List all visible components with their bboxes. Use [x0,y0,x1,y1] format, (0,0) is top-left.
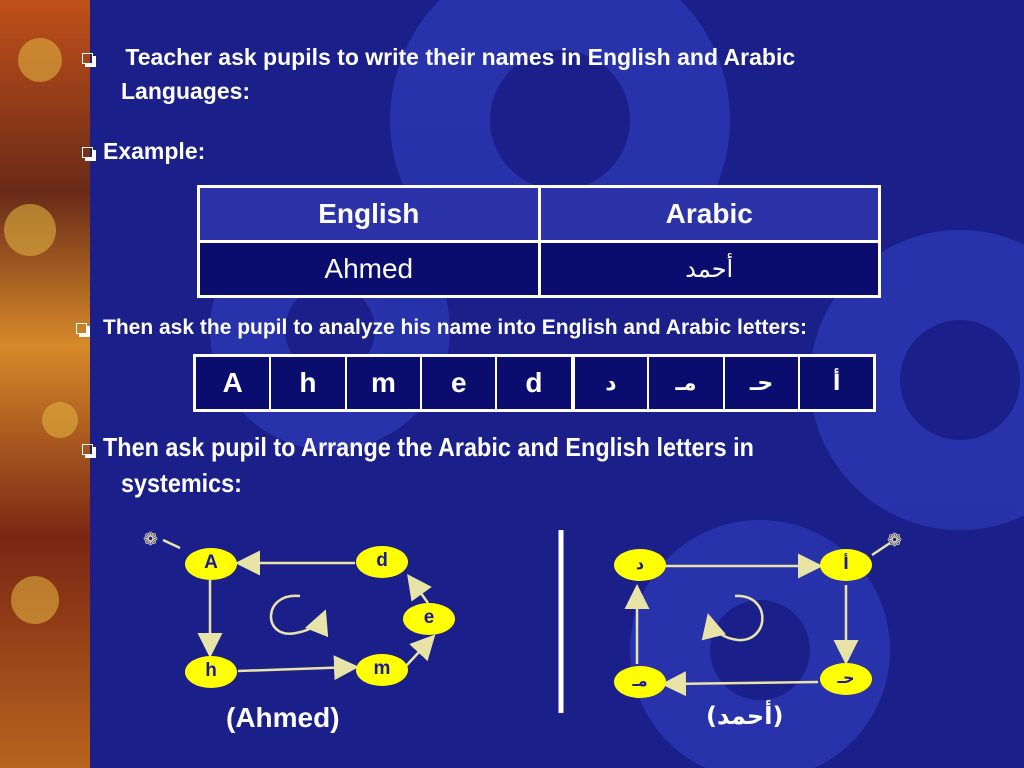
arrow-h-to-m [238,667,354,671]
node-A: A [185,548,237,580]
arabic-letter-cell: حـ [724,356,800,411]
node-haa: حـ [820,663,872,695]
node-m: m [356,654,408,686]
arabic-letter-cell: مـ [648,356,723,411]
cell-english-name: Ahmed [199,242,540,297]
letter-cell: d [496,356,572,411]
flower-icon: ❁ [887,530,903,551]
node-e: e [403,603,455,635]
node-alef: أ [820,549,872,581]
pointer-line [163,540,180,548]
letter-cell: A [195,356,271,411]
bullet-arrange-cont: systemics: [121,468,242,498]
arrow-haa-to-meem [666,682,818,684]
letter-cell: h [270,356,345,411]
arabic-letter-cell: د [573,356,649,411]
bullet-teacher-instruction-cont: Languages: [121,78,251,104]
cycle-arrow-arabic [709,596,762,640]
node-h: h [185,656,237,688]
cell-arabic-name: أحمد [539,242,880,297]
letter-cell: e [421,356,496,411]
flower-icon: ❁ [143,529,159,550]
letter-cell: m [346,356,422,411]
node-meem: مـ [614,666,666,698]
header-english: English [199,187,540,242]
arrow-e-to-d [410,578,428,603]
node-dal: د [614,549,666,581]
header-arabic: Arabic [539,187,880,242]
arabic-letter-cell: أ [799,356,874,411]
cycle-arrow-english [271,596,324,634]
bullet-text: Then ask the pupil to analyze his name into English and Arabic letters: [103,316,808,339]
arrow-m-to-e [406,638,432,666]
bullet-text: Teacher ask pupils to write their names in English and Arabic [125,44,796,70]
caption-english: (Ahmed) [226,702,340,733]
bullet-text: Example: [103,138,206,164]
flower-icons [143,529,902,551]
caption-arabic: (أحمد) [706,702,784,730]
node-d: d [356,546,408,578]
bullet-text: Then ask pupil to Arrange the Arabic and English letters in [103,432,754,462]
